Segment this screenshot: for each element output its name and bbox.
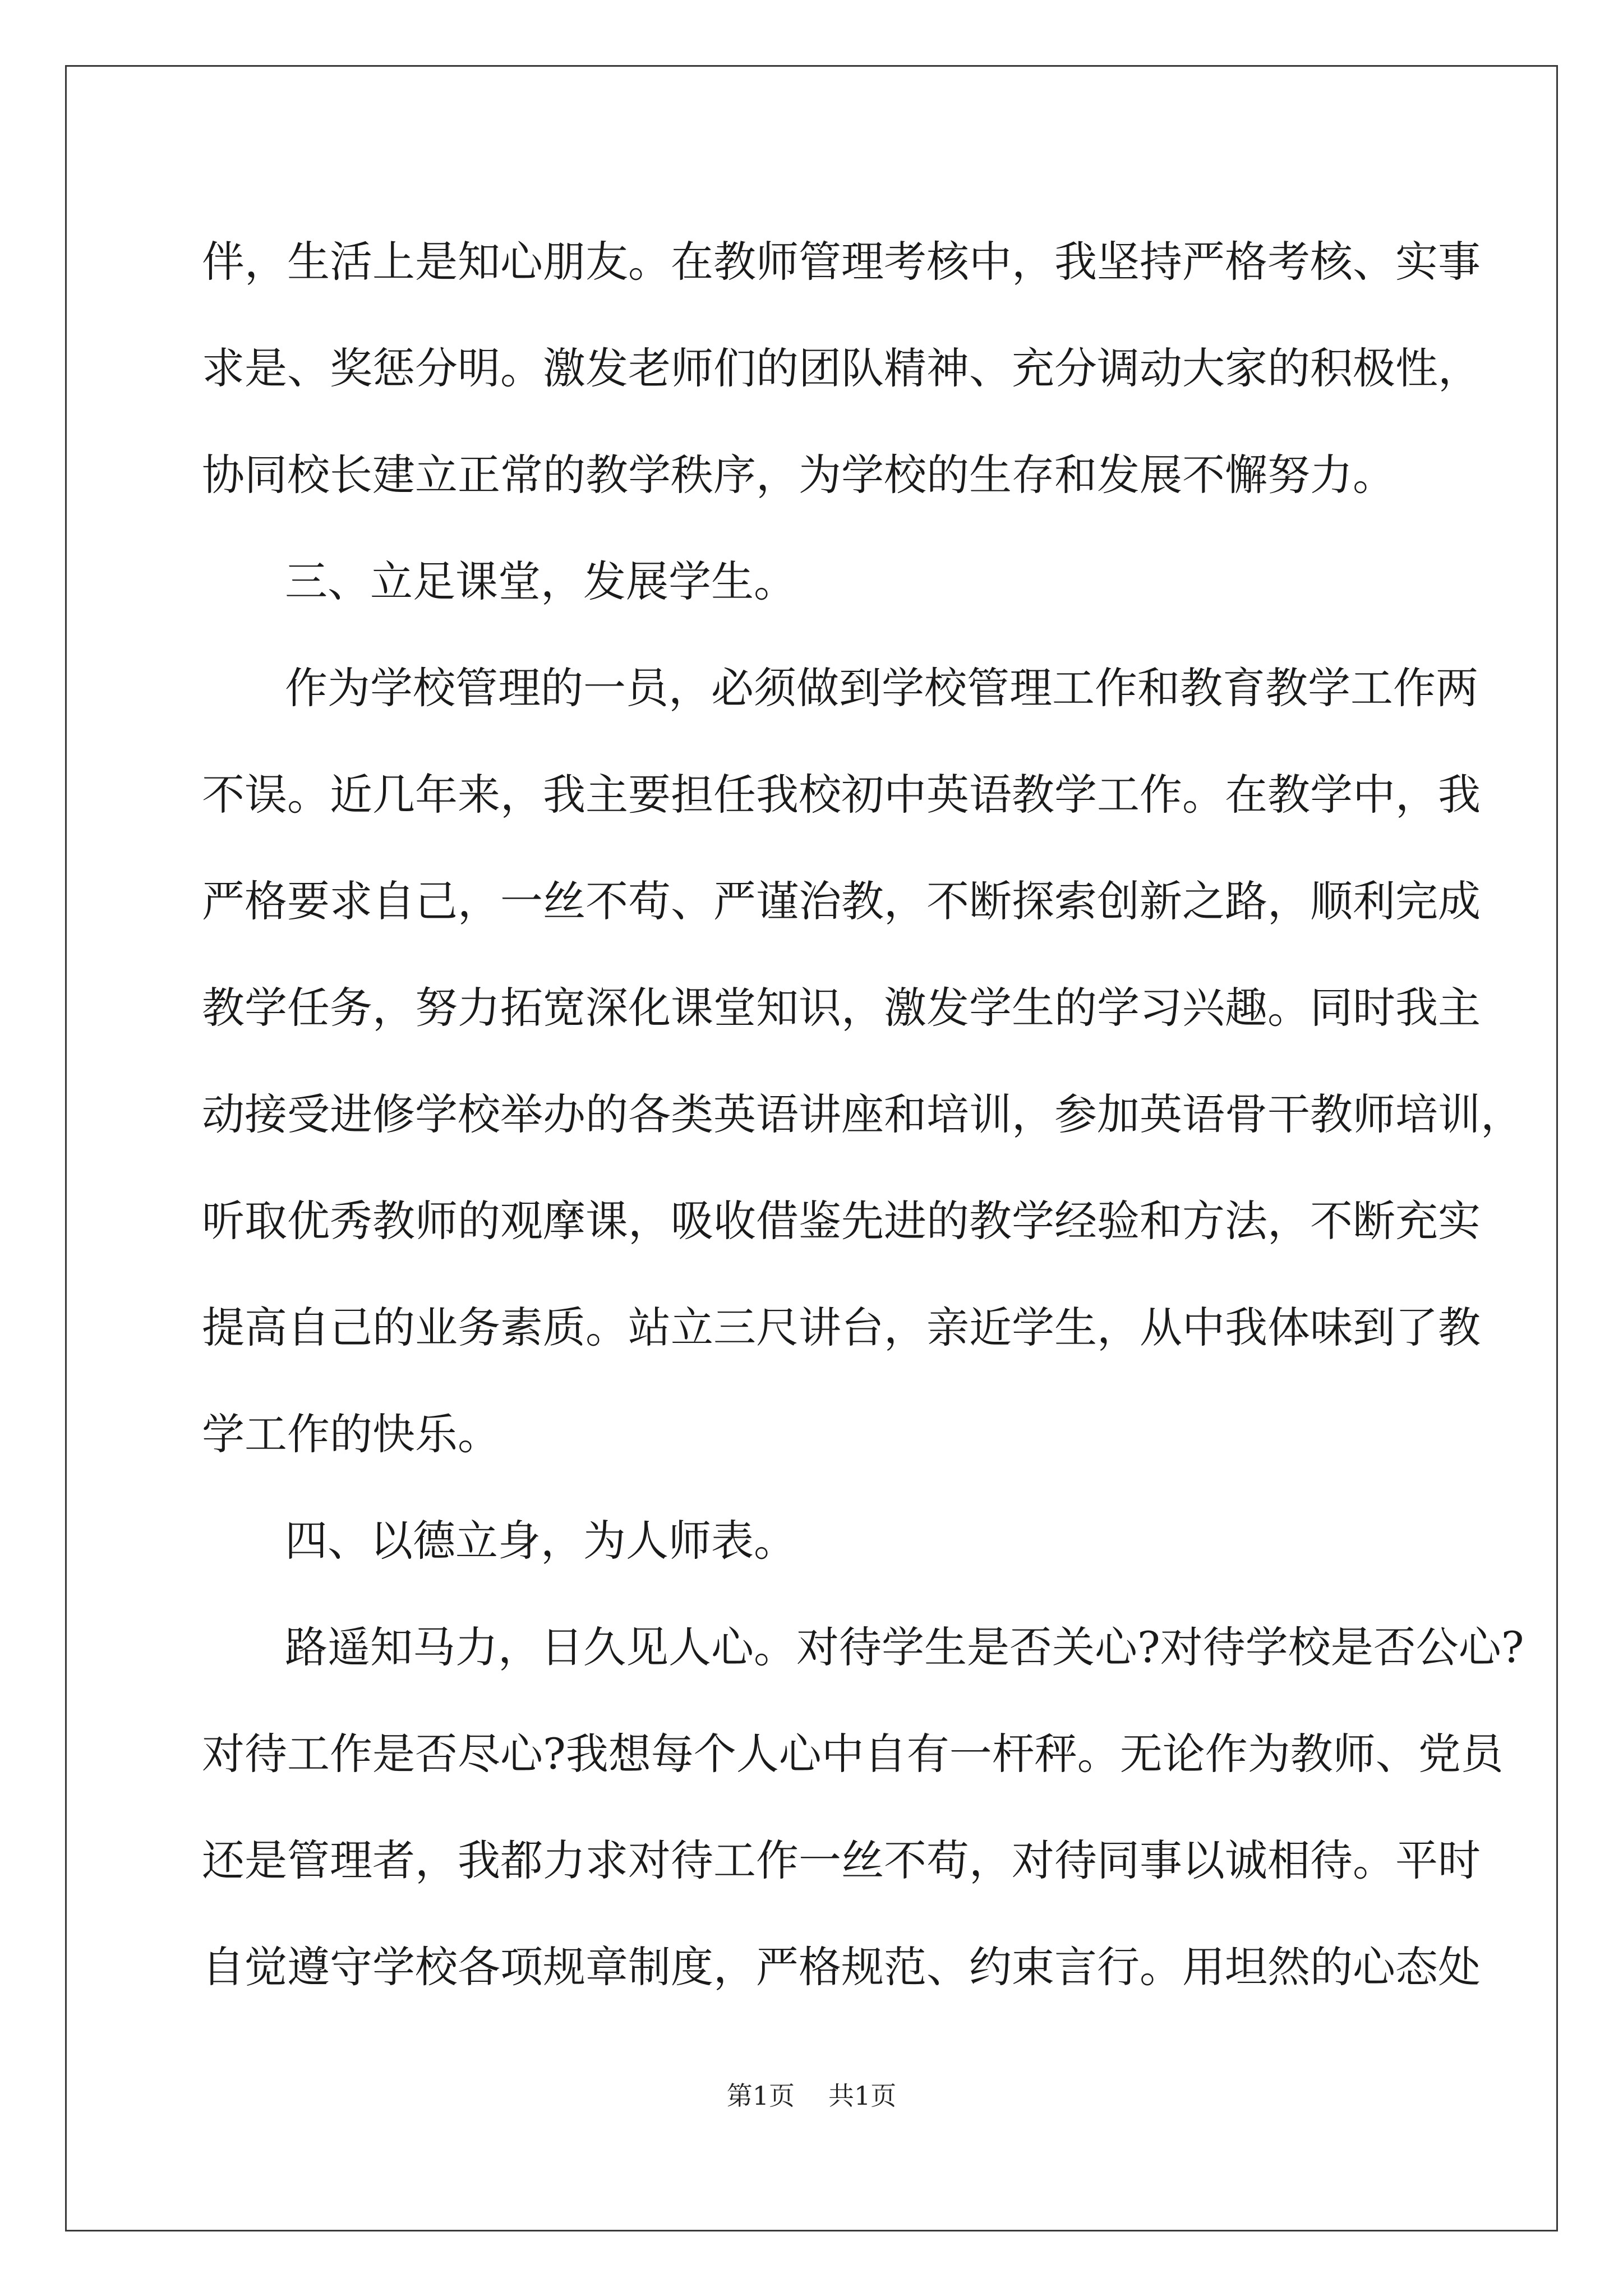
text-line: 路遥知马力，日久见人心。对待学生是否关心?对待学校是否公心? <box>285 1622 1524 1672</box>
text-line: 协同校长建立正常的教学秩序，为学校的生存和发展不懈努力。 <box>202 450 1395 500</box>
text-line: 教学任务，努力拓宽深化课堂知识，激发学生的学习兴趣。同时我主 <box>202 983 1481 1033</box>
text-line: 伴，生活上是知心朋友。在教师管理考核中，我坚持严格考核、实事 <box>202 237 1481 287</box>
page-total: 共1页 <box>828 2081 897 2111</box>
document-body <box>202 209 1524 2021</box>
text-line: 动接受进修学校举办的各类英语讲座和培训，参加英语骨干教师培训， <box>202 1089 1523 1139</box>
text-line: 提高自己的业务素质。站立三尺讲台，亲近学生，从中我体味到了教 <box>202 1303 1481 1352</box>
text-line: 求是、奖惩分明。激发老师们的团队精神、充分调动大家的积极性， <box>202 343 1481 393</box>
text-line: 对待工作是否尽心?我想每个人心中自有一杆秤。无论作为教师、党员 <box>202 1729 1504 1779</box>
text-line: 四、以德立身，为人师表。 <box>285 1516 796 1566</box>
text-line: 听取优秀教师的观摩课，吸收借鉴先进的教学经验和方法，不断充实 <box>202 1196 1481 1246</box>
page-number: 第1页 <box>726 2081 795 2111</box>
text-line: 作为学校管理的一员，必须做到学校管理工作和教育教学工作两 <box>285 663 1478 713</box>
text-line: 三、立足课堂，发展学生。 <box>285 556 796 606</box>
page-footer <box>0 2076 1623 2113</box>
text-line: 严格要求自己，一丝不苟、严谨治教，不断探索创新之路，顺利完成 <box>202 876 1481 926</box>
text-line: 学工作的快乐。 <box>202 1409 500 1459</box>
text-line: 不误。近几年来，我主要担任我校初中英语教学工作。在教学中，我 <box>202 770 1481 820</box>
text-line: 还是管理者，我都力求对待工作一丝不苟，对待同事以诚相待。平时 <box>202 1835 1481 1885</box>
text-line: 自觉遵守学校各项规章制度，严格规范、约束言行。用坦然的心态处 <box>202 1942 1481 1992</box>
